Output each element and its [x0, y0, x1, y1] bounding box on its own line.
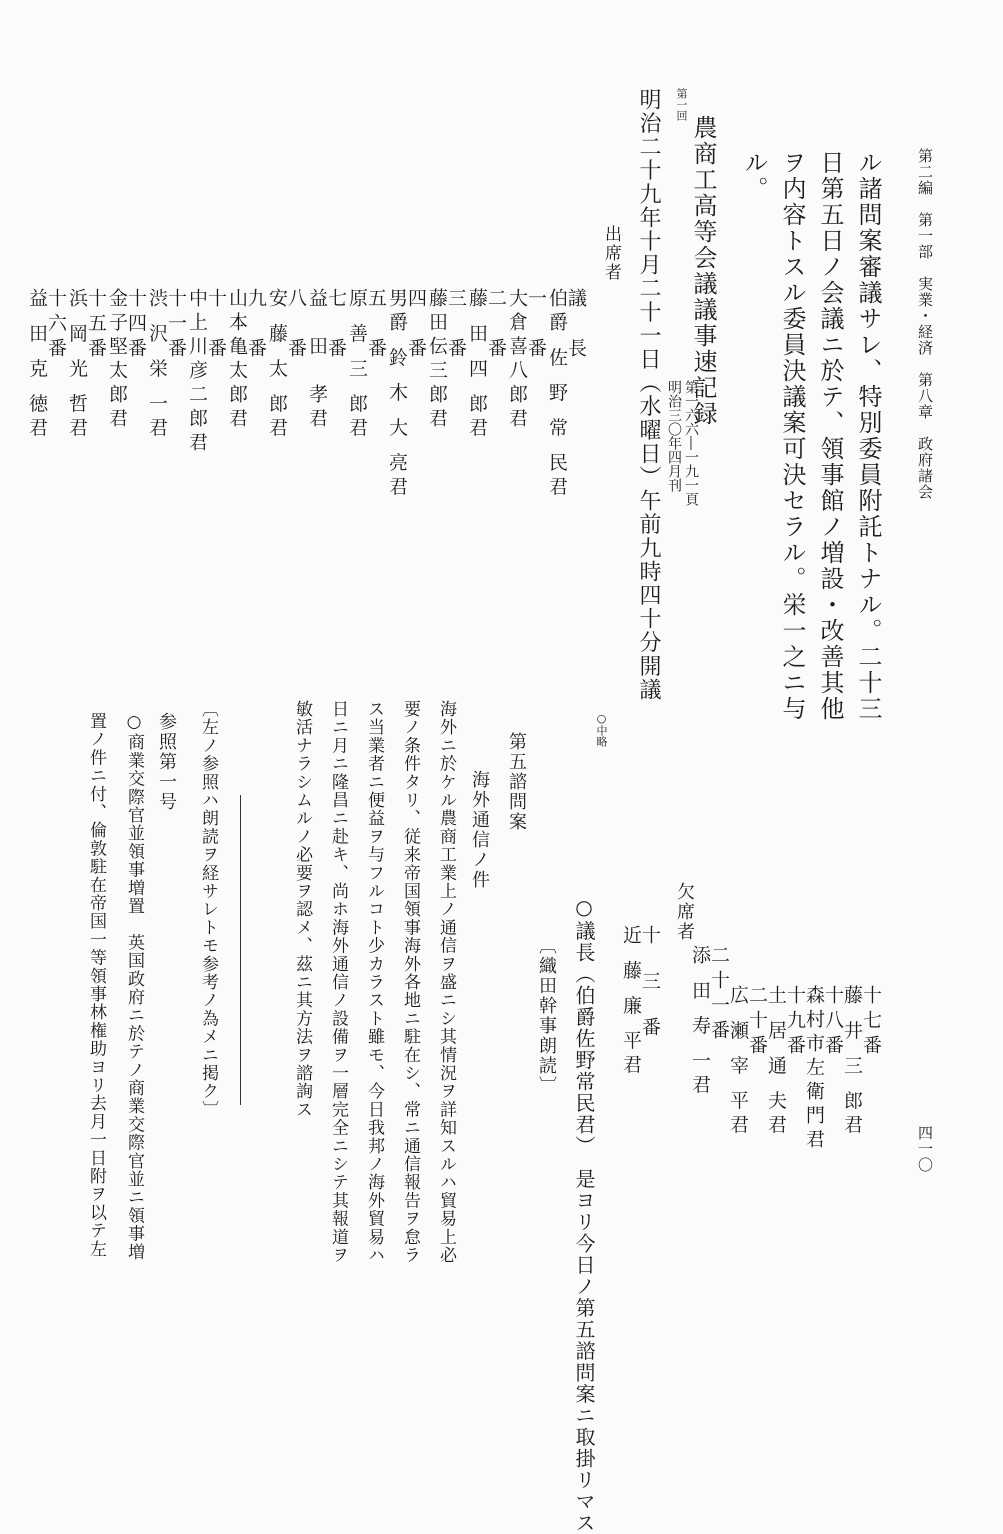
- record-source-2: 明治三〇年四月刊: [666, 380, 682, 492]
- omission-mark: ○中略: [595, 712, 608, 747]
- attendee-name: 藤田伝三郎君: [426, 288, 448, 432]
- intro-line-2: 日第五日ノ会議ニ於テ、領事館ノ増設・改善其他: [816, 150, 844, 722]
- attendee-row: [842, 985, 880, 1138]
- seat-number: 九 番: [245, 288, 267, 363]
- attendee-name: 広 瀬 宰 平君: [727, 985, 749, 1139]
- question-text-line-4: 日ニ月ニ隆昌ニ赴キ、尚ホ海外通信ノ設備ヲ一層完全ニシテ其報道ヲ: [328, 700, 348, 1265]
- attendee-row: [547, 288, 585, 500]
- attendee-row: [147, 288, 185, 441]
- seat-number: 八 番: [285, 288, 307, 363]
- reference-title: 参照第一号: [156, 712, 177, 812]
- attendee-row: [347, 288, 385, 441]
- record-source-1: 第一六六―一九一頁: [683, 380, 699, 506]
- seat-number: 二十番: [746, 985, 768, 1060]
- attendee-row: [387, 288, 425, 500]
- attendee-row: [804, 985, 842, 1153]
- attendee-row: [227, 288, 265, 438]
- running-header: 第二編 第一部 実業・経済 第八章 政府諸会: [916, 148, 934, 500]
- attendee-row: [187, 288, 225, 456]
- absentees-label: 欠席者: [674, 882, 695, 942]
- attendee-name: 金子堅太郎君: [106, 288, 128, 432]
- attendee-row: [467, 288, 505, 441]
- seat-number: 三 番: [445, 288, 467, 363]
- seat-number: 五 番: [365, 288, 387, 363]
- section-divider: [240, 795, 241, 1105]
- seat-number: 十八番: [822, 985, 844, 1060]
- seat-number: 四 番: [405, 288, 427, 363]
- attendee-name: 土 居 通 夫君: [765, 985, 787, 1139]
- attendee-row: [27, 288, 65, 441]
- reference-line-2: 置ノ件ニ付、倫敦駐在帝国一等領事林権助ヨリ去月一日附ヲ以テ左: [86, 712, 106, 1258]
- chair-statement: ○議長（伯爵佐野常民君） 是ヨリ今日ノ第五諮問案ニ取掛リマス: [572, 895, 596, 1534]
- attendee-name: 藤 田 四 郎君: [466, 288, 488, 442]
- question-text-line-1: 海外ニ於ケル農商工業上ノ通信ヲ盛ニシ其情況ヲ詳知スルハ貿易上必: [436, 700, 456, 1265]
- seat-number: 七 番: [325, 288, 347, 363]
- seat-number: 十四番: [125, 288, 147, 363]
- page-number: 四一〇: [916, 1125, 934, 1173]
- seat-number: 十九番: [784, 985, 806, 1060]
- question-text-line-5: 敏活ナラシムルノ必要ヲ認メ、茲ニ其方法ヲ諮詢ス: [292, 700, 312, 1119]
- seat-number: 議 長: [565, 288, 587, 363]
- attendee-name: 男爵 鈴 木 大 亮君: [386, 288, 408, 501]
- attendee-name: 益 田 克 徳君: [26, 288, 48, 442]
- attendee-name: 添 田 寿 一君: [689, 945, 711, 1099]
- question-title: 第五諮問案: [506, 732, 527, 832]
- intro-line-3: ヲ内容トスル委員決議案可決セラル。栄一之ニ与: [778, 150, 806, 722]
- seat-number: 十 三 番: [639, 925, 661, 1040]
- attendee-row: [690, 945, 728, 1098]
- record-title: 農商工高等会議議事速記録: [689, 115, 717, 427]
- attendee-name: 藤 井 三 郎君: [841, 985, 863, 1139]
- question-subject: 海外通信ノ件: [469, 770, 490, 890]
- question-text-line-3: ス当業者ニ便益ヲ与フルコト少カラスト雖モ、今日我邦ノ海外貿易ハ: [364, 700, 384, 1265]
- intro-line-1: ル諸問案審議サレ、特別委員附託トナル。二十三: [854, 150, 882, 722]
- attendee-name: 原 善 三 郎君: [346, 288, 368, 442]
- attendee-name: 中上川彦二郎君: [186, 288, 208, 456]
- reference-note: 〔左ノ参照ハ朗読ヲ経サレトモ参考ノ為メニ掲ク〕: [198, 700, 218, 1119]
- attendee-row: [507, 288, 545, 438]
- attendee-row: [427, 288, 465, 438]
- attendees-label: 出席者: [601, 225, 621, 282]
- attendee-row: [107, 288, 145, 438]
- attendee-row: [728, 985, 766, 1138]
- attendee-name: 大倉喜八郎君: [506, 288, 528, 432]
- seat-number: 二十一番: [708, 945, 730, 1045]
- intro-line-4: ル。: [740, 150, 768, 202]
- attendee-name: 山本亀太郎君: [226, 288, 248, 432]
- attendee-row: [307, 288, 345, 438]
- attendee-row: [267, 288, 305, 441]
- reading-note: 〔織田幹事朗読〕: [536, 936, 557, 1096]
- seat-number: 十六番: [45, 288, 67, 363]
- question-text-line-2: 要ノ条件タリ、従来帝国領事海外各地ニ駐在シ、常ニ通信報告ヲ怠ラ: [400, 700, 420, 1265]
- attendee-name: 伯爵 佐 野 常 民君: [546, 288, 568, 501]
- attendee-row: [766, 985, 804, 1138]
- attendee-name: 渋 沢 栄 一君: [146, 288, 168, 442]
- attendee-name: 浜 岡 光 哲君: [66, 288, 88, 442]
- absentee-row: [621, 925, 659, 1078]
- seat-number: 十 番: [205, 288, 227, 363]
- meeting-date: 明治二十九年十月二十一日（水曜日）午前九時四十分開議: [636, 88, 661, 702]
- reference-line-1: ○商業交際官並領事増置 英国政府ニ於テノ商業交際官並ニ領事増: [124, 712, 144, 1261]
- attendee-name: 森村市左衛門君: [803, 985, 825, 1153]
- record-title-prefix: 第一回: [675, 88, 688, 121]
- seat-number: 二 番: [485, 288, 507, 363]
- attendee-name: 安 藤 太 郎君: [266, 288, 288, 442]
- seat-number: 十五番: [85, 288, 107, 363]
- seat-number: 一 番: [525, 288, 547, 363]
- attendee-name: 益 田 孝君: [306, 288, 328, 432]
- absentee-name: 近 藤 廉 平君: [620, 925, 642, 1079]
- seat-number: 十七番: [860, 985, 882, 1060]
- attendee-row: [67, 288, 105, 441]
- seat-number: 十一番: [165, 288, 187, 363]
